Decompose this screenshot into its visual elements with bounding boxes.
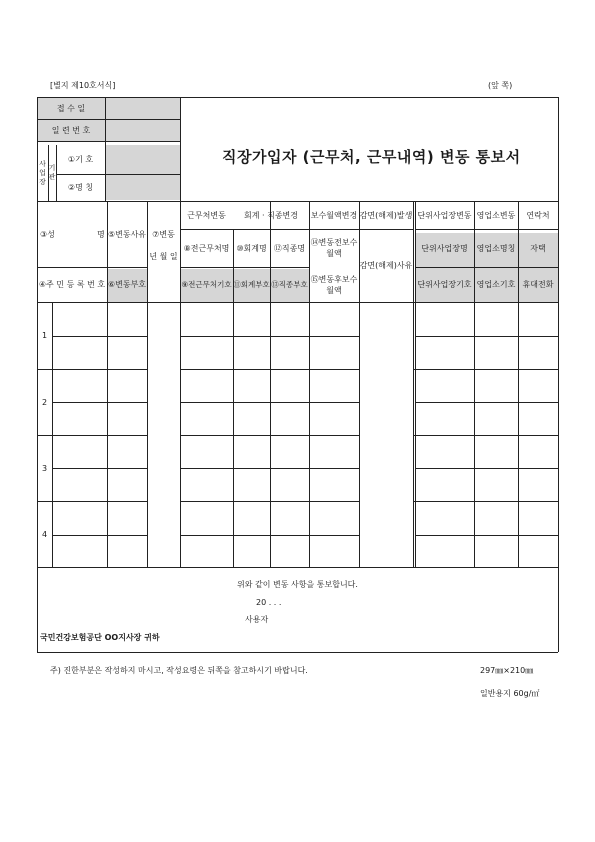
contact-header: 연락처 — [526, 210, 550, 220]
border-right — [558, 97, 559, 652]
name-label: ②명 칭 — [67, 183, 94, 192]
reporter-label: 사용자 — [245, 615, 269, 624]
paper-type: 일반용지 60g/㎡ — [480, 689, 540, 698]
received-date-label: 접 수 일 — [56, 103, 86, 113]
salary-after-header: ⑮변동후보수월액 — [310, 274, 358, 295]
exemption-reason-header: 감면(해제)사유 — [359, 261, 413, 270]
branch-change-header: 영업소변동 — [476, 210, 516, 220]
receipt-line-2 — [37, 141, 180, 142]
row-sub-line-2c — [415, 402, 558, 403]
row-sub-line-1b — [180, 336, 359, 337]
salary-change-header: 보수월액변경 — [310, 210, 358, 220]
row-line-2c — [413, 435, 558, 436]
row-line-1b — [180, 369, 359, 370]
paper-size: 297㎜×210㎜ — [480, 666, 534, 675]
row-sub-line-3c — [415, 468, 558, 469]
workplace-change-header: 근무처변동 — [187, 210, 226, 220]
row-line-1c — [413, 369, 558, 370]
header-divider — [180, 97, 181, 201]
page-side-label: (앞 쪽) — [488, 81, 513, 90]
job-code-header: ⑬직종부호 — [271, 280, 308, 289]
form-title: 직장가입자 (근무처, 근무내역) 변동 통보서 — [222, 148, 521, 166]
row-sub-line-3b — [180, 468, 359, 469]
change-date-format: 년 월 일 — [149, 251, 178, 261]
workplace-shading — [105, 145, 180, 200]
row-line-2 — [37, 435, 147, 436]
row-sub-line-4c — [415, 535, 558, 536]
account-change-header: 회계 · 직종변경 — [244, 210, 298, 220]
confirm-statement: 위와 같이 변동 사항을 통보합니다. — [237, 579, 358, 589]
change-date-header: ⑦변동 — [152, 229, 175, 239]
change-code-header: ⑥변동부호 — [107, 280, 147, 289]
confirm-date: 20 . . . — [256, 598, 282, 607]
resident-no-header: ④주 민 등 록 번 호 — [38, 280, 106, 289]
row-sub-line-1c — [415, 336, 558, 337]
row-number: 3 — [41, 463, 48, 473]
institution-label: 기 관 — [48, 164, 56, 181]
row-line-3c — [413, 501, 558, 502]
symbol-label: ①기 호 — [67, 155, 94, 164]
receipt-label-divider — [105, 97, 106, 201]
branch-symbol-header: 영업소기호 — [476, 280, 516, 289]
border-bottom — [37, 652, 558, 653]
workplace-name-header: ⑧전근무처명 — [183, 243, 230, 253]
change-reason-header: ⑤변동사유 — [107, 229, 147, 239]
account-name-header: ⑩회계명 — [236, 243, 267, 253]
row-line-3 — [37, 501, 147, 502]
row-line-2b — [180, 435, 359, 436]
name-header-suffix: 명 — [97, 230, 105, 239]
branch-name-header: 영업소명칭 — [476, 243, 516, 253]
row-sub-line-4 — [52, 535, 147, 536]
workplace-label: 사 업 장 — [39, 159, 46, 186]
row-number: 4 — [41, 529, 48, 539]
row-sub-line-1 — [52, 336, 147, 337]
row-sub-line-2 — [52, 402, 147, 403]
border-top — [37, 97, 558, 98]
row-number: 2 — [41, 397, 48, 407]
exemption-header: 감면(해제)발생 — [359, 210, 413, 220]
col-line-i — [413, 201, 414, 567]
workplace-symbol-header: ⑨전근무처기호 — [181, 280, 232, 289]
account-code-header: ⑪회계부호 — [233, 280, 270, 289]
table-bottom-line — [37, 567, 558, 568]
row-sub-line-2b — [180, 402, 359, 403]
job-type-header: ⑫직종명 — [273, 243, 306, 253]
unit-change-header: 단위사업장변동 — [417, 210, 472, 220]
unit-name-header: 단위사업장명 — [421, 243, 468, 253]
row-line-3b — [180, 501, 359, 502]
row-sub-line-3 — [52, 468, 147, 469]
row-sub-line-4b — [180, 535, 359, 536]
unit-symbol-header: 단위사업장기호 — [417, 280, 472, 289]
form-number: [별지 제10호서식] — [50, 81, 116, 90]
salary-before-header: ⑭변동전보수월액 — [310, 238, 358, 258]
row-number: 1 — [41, 331, 48, 340]
colhead-bottom-line — [37, 302, 558, 303]
mobile-phone-header: 휴대전화 — [522, 280, 554, 289]
name-header: ③성 — [40, 230, 55, 239]
row-line-1 — [37, 369, 147, 370]
footnote: 주) 진한부분은 작성하지 마시고, 작성요령은 뒤쪽을 참고하시기 바랍니다. — [50, 666, 308, 675]
serial-number-label: 일 련 번 호 — [51, 125, 91, 135]
addressee: 국민건강보험공단 OO지사장 귀하 — [40, 633, 160, 642]
home-phone-header: 자택 — [530, 243, 546, 253]
